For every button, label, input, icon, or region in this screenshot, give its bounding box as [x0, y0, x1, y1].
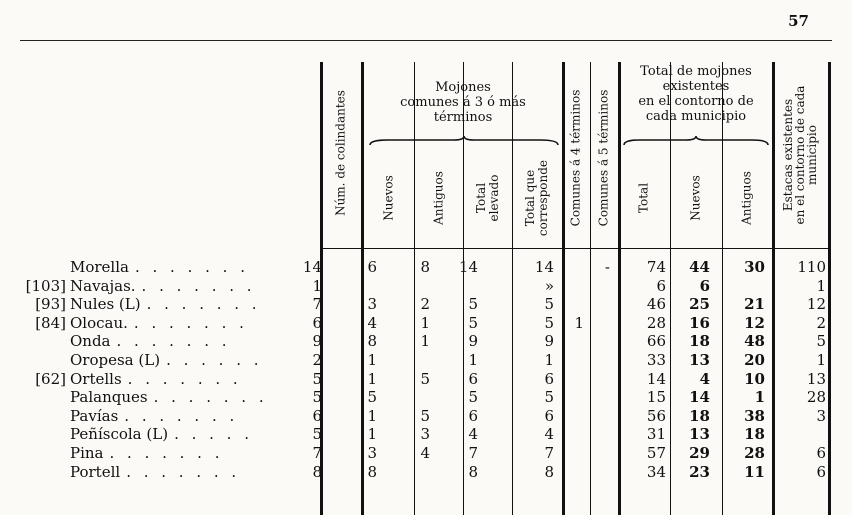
cell-comunes5: - — [604, 258, 610, 276]
municipality-name: Nules (L) . . . . . . . — [70, 295, 261, 314]
table-row — [0, 463, 852, 481]
cell-m-total-elevado: 1 — [468, 351, 478, 369]
cell-m-nuevos: 1 — [367, 369, 377, 388]
cell-m-total-elevado: 6 — [468, 406, 478, 425]
cell-m-antiguos: 8 — [420, 258, 430, 276]
municipality-name: Portell . . . . . . . — [70, 462, 241, 481]
cell-m-nuevos: 3 — [367, 295, 377, 314]
municipality-name: Peñíscola (L) . . . . . — [70, 425, 253, 444]
cell-colindantes: 5 — [312, 369, 322, 388]
table-row — [0, 277, 852, 295]
top-rule — [20, 40, 832, 41]
cell-estacas: 110 — [797, 258, 826, 276]
brace-mojones — [368, 136, 560, 146]
cell-m-nuevos: 1 — [367, 425, 377, 444]
cell-m-total-corresponde: 1 — [544, 351, 554, 369]
cell-estacas: 12 — [806, 295, 826, 314]
header-colindantes: Núm. de colindantes — [333, 90, 348, 216]
cell-t-total: 6 — [656, 276, 666, 295]
cell-m-total-corresponde: 4 — [544, 425, 554, 444]
cell-estacas: 6 — [816, 444, 826, 462]
header-comunes5: Comunes á 5 términos — [596, 89, 611, 227]
cell-t-nuevos: 13 — [689, 425, 710, 444]
cell-t-total: 14 — [646, 369, 666, 388]
cell-m-antiguos: 2 — [420, 295, 430, 314]
cell-t-total: 57 — [646, 444, 666, 462]
cell-t-antiguos: 48 — [744, 332, 765, 351]
municipality-name: Palanques . . . . . . . — [70, 388, 268, 407]
cell-t-antiguos: 10 — [744, 369, 765, 388]
cell-t-antiguos: 1 — [754, 388, 765, 407]
cell-t-nuevos: 14 — [689, 388, 710, 407]
cell-estacas: 2 — [816, 313, 826, 332]
municipality-name: Pavías . . . . . . . — [70, 406, 239, 425]
cell-t-nuevos: 18 — [689, 332, 710, 351]
cell-colindantes: 2 — [312, 351, 322, 369]
municipality-name: Pina . . . . . . . — [70, 444, 224, 462]
cell-estacas: 6 — [816, 462, 826, 481]
header-comunes4: Comunes á 4 términos — [568, 89, 583, 227]
cell-m-total-corresponde: 5 — [544, 388, 554, 407]
cell-colindantes: 7 — [312, 444, 322, 462]
cell-colindantes: 5 — [312, 388, 322, 407]
cell-m-antiguos: 1 — [420, 313, 430, 332]
municipality-name: Onda . . . . . . . — [70, 332, 231, 351]
cell-t-total: 34 — [646, 462, 666, 481]
table-row — [0, 425, 852, 443]
cell-m-nuevos: 6 — [367, 258, 377, 276]
brace-total — [622, 136, 770, 146]
cell-m-total-corresponde: 6 — [544, 369, 554, 388]
cell-m-total-corresponde: 7 — [544, 444, 554, 462]
page-number: 57 — [788, 12, 809, 30]
cell-colindantes: 8 — [312, 462, 322, 481]
municipality-name: Morella . . . . . . . — [70, 258, 249, 276]
header-total-elevado: Total elevado — [474, 174, 501, 222]
header-total-corresponde: Total que corresponde — [523, 159, 550, 237]
cell-estacas: 1 — [816, 276, 826, 295]
cell-t-antiguos: 28 — [744, 444, 765, 462]
municipality-name: Navajas. . . . . . . . — [70, 276, 256, 295]
cell-m-total-corresponde: 14 — [534, 258, 554, 276]
cell-t-total: 66 — [646, 332, 666, 351]
cell-m-total-corresponde: 9 — [544, 332, 554, 351]
cell-m-total-corresponde: 5 — [544, 313, 554, 332]
cell-m-nuevos: 1 — [367, 351, 377, 369]
cell-m-total-elevado: 4 — [468, 425, 478, 444]
header-estacas: Estacas existentes en el contorno de cada municipio — [781, 85, 819, 225]
cell-t-total: 46 — [646, 295, 666, 314]
cell-t-nuevos: 23 — [689, 462, 710, 481]
table-row — [0, 388, 852, 406]
cell-m-nuevos: 1 — [367, 406, 377, 425]
cell-m-total-elevado: 7 — [468, 444, 478, 462]
table-row — [0, 295, 852, 313]
cell-t-antiguos: 21 — [744, 295, 765, 314]
table-row — [0, 258, 852, 276]
table-row — [0, 370, 852, 388]
cell-m-antiguos: 1 — [420, 332, 430, 351]
cell-m-antiguos: 3 — [420, 425, 430, 444]
cell-m-nuevos: 4 — [367, 313, 377, 332]
cell-m-total-elevado: 5 — [468, 295, 478, 314]
cell-m-total-corresponde: 8 — [544, 462, 554, 481]
municipality-name: Olocau. . . . . . . . — [70, 313, 248, 332]
cell-m-total-elevado: 5 — [468, 313, 478, 332]
cell-m-antiguos: 5 — [420, 406, 430, 425]
header-mojones-group: Mojones comunes á 3 ó más términos — [400, 80, 526, 125]
cell-estacas: 1 — [816, 351, 826, 369]
row-reference: [93] — [35, 295, 66, 314]
cell-t-antiguos: 20 — [744, 351, 765, 369]
cell-t-nuevos: 13 — [689, 351, 710, 369]
row-reference: [84] — [35, 313, 66, 332]
cell-colindantes: 5 — [312, 425, 322, 444]
cell-t-nuevos: 16 — [689, 313, 710, 332]
cell-estacas: 28 — [806, 388, 826, 407]
row-reference: [103] — [25, 276, 66, 295]
cell-m-total-elevado: 6 — [468, 369, 478, 388]
cell-t-antiguos: 18 — [744, 425, 765, 444]
cell-t-antiguos: 11 — [744, 462, 765, 481]
cell-colindantes: 6 — [312, 406, 322, 425]
table-row — [0, 351, 852, 369]
cell-t-nuevos: 18 — [689, 406, 710, 425]
cell-m-total-elevado: 14 — [458, 258, 478, 276]
cell-t-antiguos: 12 — [744, 313, 765, 332]
cell-t-nuevos: 44 — [689, 258, 710, 276]
cell-colindantes: 14 — [302, 258, 322, 276]
cell-colindantes: 1 — [312, 276, 322, 295]
cell-m-antiguos: 4 — [420, 444, 430, 462]
municipality-name: Oropesa (L) . . . . . . — [70, 351, 263, 369]
header-rule — [322, 248, 828, 249]
cell-estacas: 5 — [816, 332, 826, 351]
cell-m-antiguos: 5 — [420, 369, 430, 388]
municipality-name: Ortells . . . . . . . — [70, 369, 242, 388]
table-row — [0, 407, 852, 425]
cell-m-total-corresponde: » — [544, 276, 554, 295]
cell-t-total: 28 — [646, 313, 666, 332]
cell-m-total-corresponde: 5 — [544, 295, 554, 314]
header-total-antiguos: Antiguos — [739, 171, 754, 225]
table-row — [0, 314, 852, 332]
cell-t-antiguos: 30 — [744, 258, 765, 276]
cell-estacas: 13 — [806, 369, 826, 388]
cell-t-total: 74 — [646, 258, 666, 276]
cell-m-total-corresponde: 6 — [544, 406, 554, 425]
header-total-nuevos: Nuevos — [688, 175, 703, 221]
table-row — [0, 332, 852, 350]
cell-m-nuevos: 8 — [367, 332, 377, 351]
cell-t-antiguos: 38 — [744, 406, 765, 425]
cell-m-nuevos: 5 — [367, 388, 377, 407]
cell-m-total-elevado: 5 — [468, 388, 478, 407]
header-mojones-nuevos: Nuevos — [381, 175, 396, 221]
cell-t-nuevos: 6 — [699, 276, 710, 295]
header-mojones-antiguos: Antiguos — [431, 171, 446, 225]
cell-estacas: 3 — [816, 406, 826, 425]
cell-t-nuevos: 25 — [689, 295, 710, 314]
cell-t-nuevos: 29 — [689, 444, 710, 462]
header-total-total: Total — [636, 182, 651, 214]
cell-m-total-elevado: 9 — [468, 332, 478, 351]
cell-t-total: 56 — [646, 406, 666, 425]
cell-colindantes: 9 — [312, 332, 322, 351]
cell-t-total: 33 — [646, 351, 666, 369]
row-reference: [62] — [35, 369, 66, 388]
cell-t-nuevos: 4 — [699, 369, 710, 388]
cell-m-total-elevado: 8 — [468, 462, 478, 481]
cell-colindantes: 6 — [312, 313, 322, 332]
header-total-group: Total de mojones existentes en el contorno de cada municipio — [638, 64, 754, 124]
cell-t-total: 15 — [646, 388, 666, 407]
cell-colindantes: 7 — [312, 295, 322, 314]
table-row — [0, 444, 852, 462]
cell-m-nuevos: 8 — [367, 462, 377, 481]
cell-m-nuevos: 3 — [367, 444, 377, 462]
cell-t-total: 31 — [646, 425, 666, 444]
cell-comunes4: 1 — [574, 313, 584, 332]
